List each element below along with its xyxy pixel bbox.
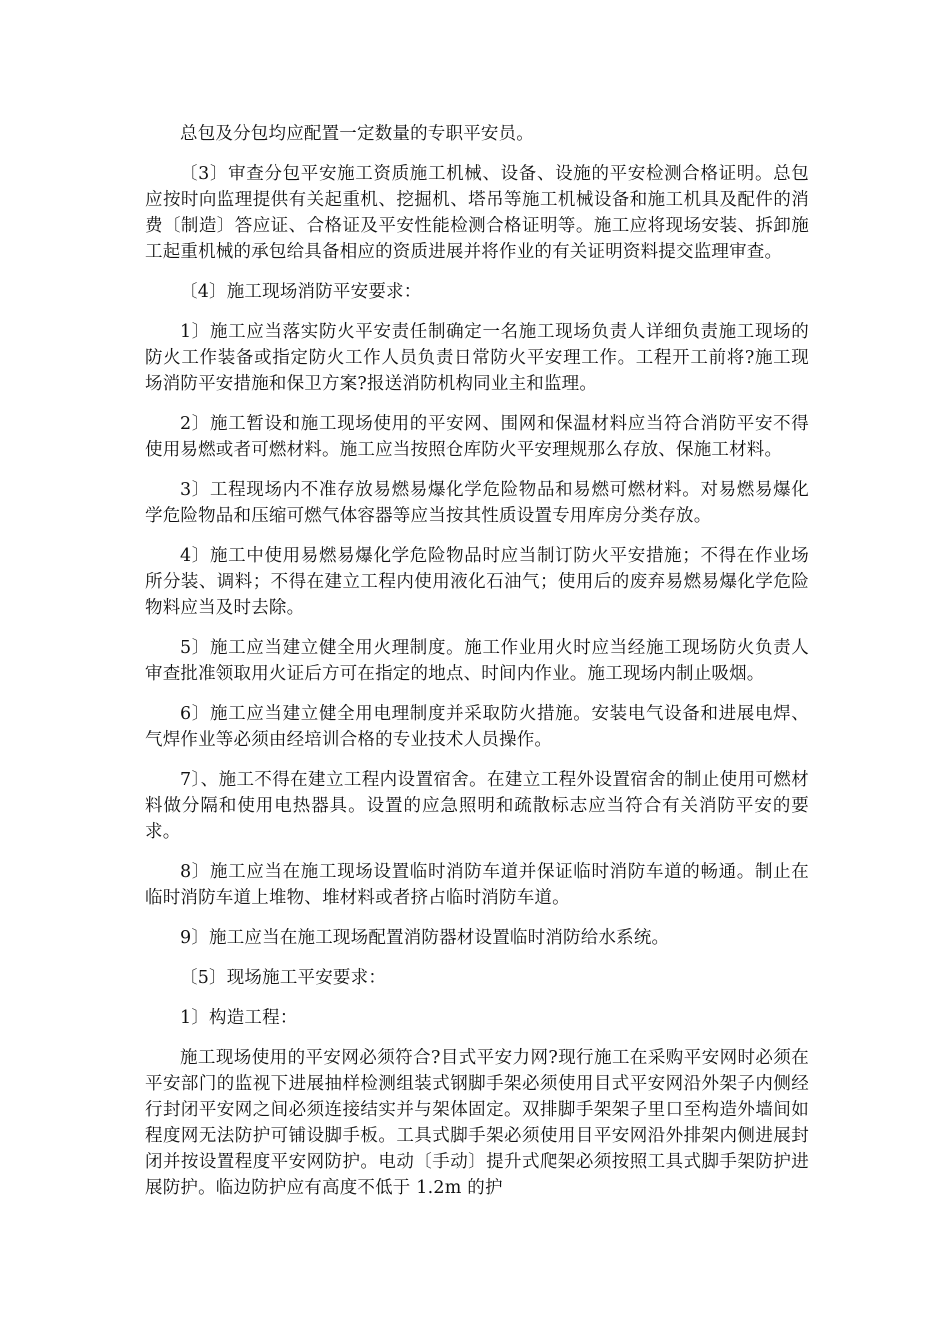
paragraph: 3〕工程现场内不准存放易燃易爆化学危险物品和易燃可燃材料。对易燃易爆化学危险物品和压缩可燃气体容器等应当按其性质设置专用库房分类存放。 (145, 480, 809, 526)
document-page (145, 121, 809, 1215)
paragraph: 1〕施工应当落实防火平安责任制确定一名施工现场负责人详细负责施工现场的防火工作装备或指定防火工作人员负责日常防火平安理工作。工程开工前将?施工现场消防平安措施和保卫方案?报送消防机构同业主和监理。 (145, 322, 809, 394)
paragraph: 6〕施工应当建立健全用电理制度并采取防火措施。安装电气设备和进展电焊、气焊作业等必须由经培训合格的专业技术人员操作。 (145, 704, 809, 750)
paragraph: 施工现场使用的平安网必须符合?目式平安力网?现行施工在采购平安网时必须在平安部门的监视下进展抽样检测组装式钢脚手架必须使用目式平安网沿外架子内侧经行封闭平安网之间必须连接结实并与架体固定。双排脚手架架子里口至构造外墙间如程度网无法防护可铺设脚手板。工具式脚手架必须使用目平安网沿外排架内侧进展封闭并按设置程度平安网防护。电动〔手动〕提升式爬架必须按照工具式脚手架防护进展防护。临边防护应有高度不低于 1.2m 的护 (145, 1048, 809, 1198)
paragraph: 9〕施工应当在施工现场配置消防器材设置临时消防给水系统。 (180, 928, 670, 948)
paragraph: 〔5〕现场施工平安要求： (180, 968, 387, 988)
paragraph: 4〕施工中使用易燃易爆化学危险物品时应当制订防火平安措施；不得在作业场所分装、调料；不得在建立工程内使用液化石油气；使用后的废弃易燃易爆化学危险物料应当及时去除。 (145, 546, 809, 618)
paragraph: 〔3〕审查分包平安施工资质施工机械、设备、设施的平安检测合格证明。总包应按时向监理提供有关起重机、挖掘机、塔吊等施工机械设备和施工机具及配件的消费〔制造〕答应证、合格证及平安性能检测合格证明等。施工应将现场安装、拆卸施工起重机械的承包给具备相应的资质进展并将作业的有关证明资料提交监理审查。 (145, 164, 809, 262)
paragraph: 7〕、施工不得在建立工程内设置宿舍。在建立工程外设置宿舍的制止使用可燃材料做分隔和使用电热器具。设置的应急照明和疏散标志应当符合有关消防平安的要求。 (145, 770, 809, 842)
paragraph: 2〕施工暂设和施工现场使用的平安网、围网和保温材料应当符合消防平安不得使用易燃或者可燃材料。施工应当按照仓库防火平安理规那么存放、保施工材料。 (145, 414, 809, 460)
paragraph: 8〕施工应当在施工现场设置临时消防车道并保证临时消防车道的畅通。制止在临时消防车道上堆物、堆材料或者挤占临时消防车道。 (145, 862, 809, 908)
paragraph: 5〕施工应当建立健全用火理制度。施工作业用火时应当经施工现场防火负责人审查批准领取用火证后方可在指定的地点、时间内作业。施工现场内制止吸烟。 (145, 638, 809, 684)
paragraph: 〔4〕施工现场消防平安要求： (180, 282, 422, 302)
paragraph: 总包及分包均应配置一定数量的专职平安员。 (180, 124, 534, 144)
paragraph: 1〕构造工程： (180, 1008, 298, 1028)
